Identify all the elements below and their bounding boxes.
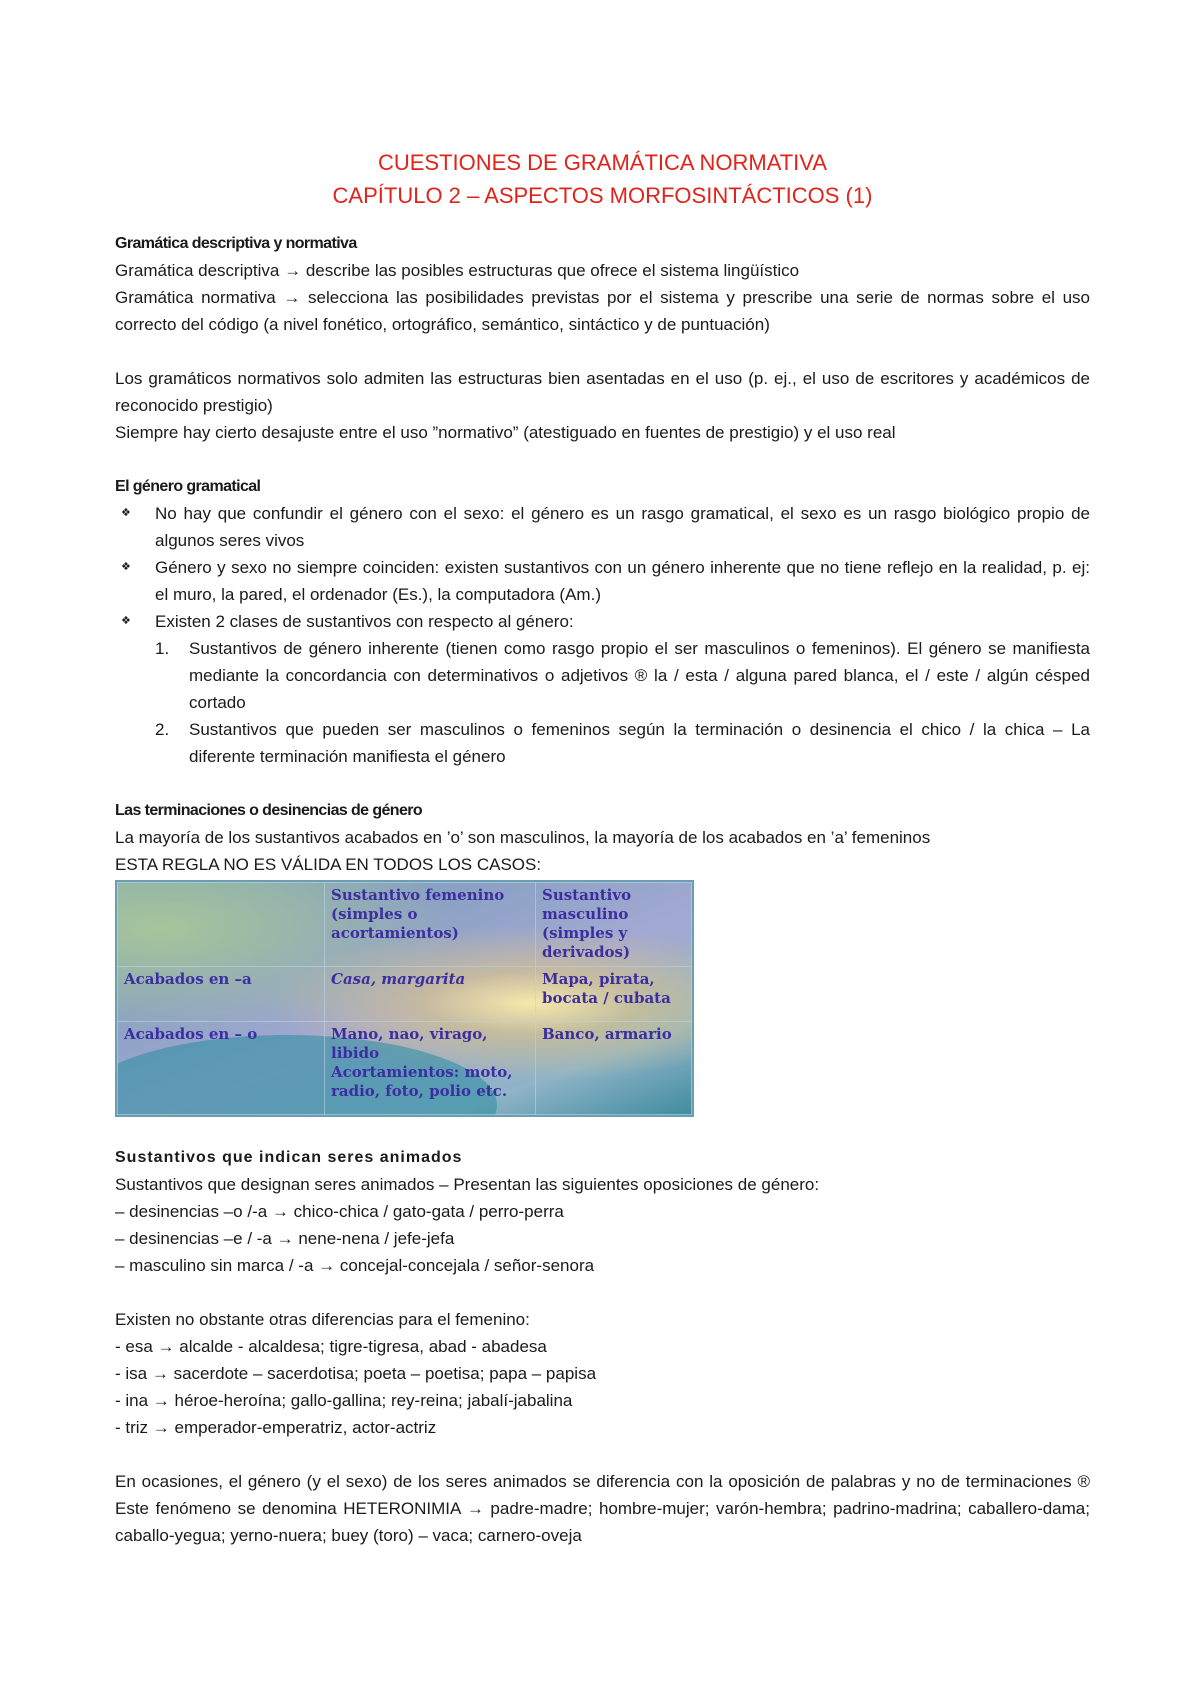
paragraph-gramaticos: Los gramáticos normativos solo admiten las estructuras bien asentadas en el uso (p. ej., el uso de escritores y académicos de reconocido prestigio) [115, 369, 1090, 415]
paragraph-descriptiva: Gramática descriptiva → describe las posibles estructuras que ofrece el sistema lingüístico [115, 261, 800, 280]
arrow-icon: → [318, 1256, 336, 1275]
list-item: 1. Sustantivos de género inherente (tienen como rasgo propio el ser masculinos o femeninos). El género se manifiesta mediante la concordancia con determinativos o adjetivos ® la / esta / alguna pared blanca, el / este / algún césped cortado [155, 639, 1090, 712]
arrow-icon: → [151, 1364, 169, 1383]
paragraph-mayoria: La mayoría de los sustantivos acabados en ’o’ son masculinos, la mayoría de los acabados en ’a’ femeninos [115, 828, 931, 847]
table-cell: Casa, margarita [325, 967, 536, 1022]
list-item: ❖ Género y sexo no siempre coinciden: existen sustantivos con un género inherente que no tiene reflejo en la realidad, p. ej: el muro, la pared, el ordenador (Es.), la computadora (Am.) [115, 554, 1090, 608]
numbered-list [115, 635, 1090, 770]
bullet-list [115, 500, 1090, 635]
paragraph-normativa: Gramática normativa → selecciona las posibilidades previstas por el sistema y prescribe una serie de normas sobre el uso correcto del código (a nivel fonético, ortográfico, semántico, sintáctico y de puntuación) [115, 288, 1090, 334]
section-heading-terminaciones: Las terminaciones o desinencias de género [115, 802, 423, 819]
list-item: – desinencias –e / -a → nene-nena / jefe-jefa [115, 1229, 455, 1248]
table-cell-empty [118, 883, 325, 967]
list-item: - ina → héroe-heroína; gallo-gallina; rey-reina; jabalí-jabalina [115, 1391, 573, 1410]
paragraph-femenino: Existen no obstante otras diferencias para el femenino: [115, 1310, 530, 1329]
table-header-fem: Sustantivo femenino (simples o acortamientos) [325, 883, 536, 967]
table-cell: Banco, armario [536, 1022, 692, 1115]
list-item: ❖ Existen 2 clases de sustantivos con respecto al género: [115, 608, 1090, 635]
arrow-icon: → [283, 288, 301, 307]
section-heading-genero: El género gramatical [115, 478, 261, 495]
list-item: - triz → emperador-emperatriz, actor-actriz [115, 1418, 437, 1437]
list-item: – desinencias –o /-a → chico-chica / gato-gata / perro-perra [115, 1202, 564, 1221]
list-item: – masculino sin marca / -a → concejal-concejala / señor-senora [115, 1256, 595, 1275]
arrow-icon: → [271, 1202, 289, 1221]
paragraph-designan: Sustantivos que designan seres animados – Presentan las siguientes oposiciones de género: [115, 1175, 820, 1194]
section-heading-animados: Sustantivos que indican seres animados [115, 1149, 463, 1166]
arrow-icon: → [284, 261, 302, 280]
arrow-icon: → [157, 1337, 175, 1356]
section-heading-descriptiva: Gramática descriptiva y normativa [115, 235, 357, 252]
arrow-icon: → [152, 1418, 170, 1437]
table-row-label: Acabados en – o [118, 1022, 325, 1115]
gender-table-image [115, 880, 694, 1117]
arrow-icon: → [276, 1229, 294, 1248]
paragraph-regla: ESTA REGLA NO ES VÁLIDA EN TODOS LOS CASOS: [115, 855, 542, 874]
document-body [115, 146, 1090, 1549]
list-item: 2. Sustantivos que pueden ser masculinos o femeninos según la terminación o desinencia el chico / la chica – La diferente terminación manifiesta el género [155, 720, 1090, 766]
gender-table [117, 882, 692, 1115]
table-cell: Mano, nao, virago, libido Acortamientos: moto, radio, foto, polio etc. [325, 1022, 536, 1115]
arrow-icon: → [152, 1391, 170, 1410]
table-row-label: Acabados en –a [118, 967, 325, 1022]
list-item: ❖ No hay que confundir el género con el sexo: el género es un rasgo gramatical, el sexo es un rasgo biológico propio de algunos seres vivos [115, 500, 1090, 554]
list-item: - esa → alcalde - alcaldesa; tigre-tigresa, abad - abadesa [115, 1337, 547, 1356]
table-header-masc: Sustantivo masculino (simples y derivados) [536, 883, 692, 967]
paragraph-desajuste: Siempre hay cierto desajuste entre el uso ”normativo” (atestiguado en fuentes de prestigio) y el uso real [115, 423, 896, 442]
document-title-line1: CUESTIONES DE GRAMÁTICA NORMATIVA [377, 150, 827, 175]
arrow-icon: → [466, 1499, 484, 1518]
list-item: - isa → sacerdote – sacerdotisa; poeta – poetisa; papa – papisa [115, 1364, 597, 1383]
paragraph-heteronimia: En ocasiones, el género (y el sexo) de los seres animados se diferencia con la oposición de palabras y no de terminaciones ® Este fenómeno se denomina HETERONIMIA → padre-madre; hombre-mujer; varón-hembra; padrino-madrina; caballero-dama; caballo-yegua; yerno-nuera; buey (toro) – vaca; carnero-oveja [115, 1472, 1090, 1545]
table-cell: Mapa, pirata, bocata / cubata [536, 967, 692, 1022]
document-title-line2: CAPÍTULO 2 – ASPECTOS MORFOSINTÁCTICOS (1) [332, 183, 873, 208]
